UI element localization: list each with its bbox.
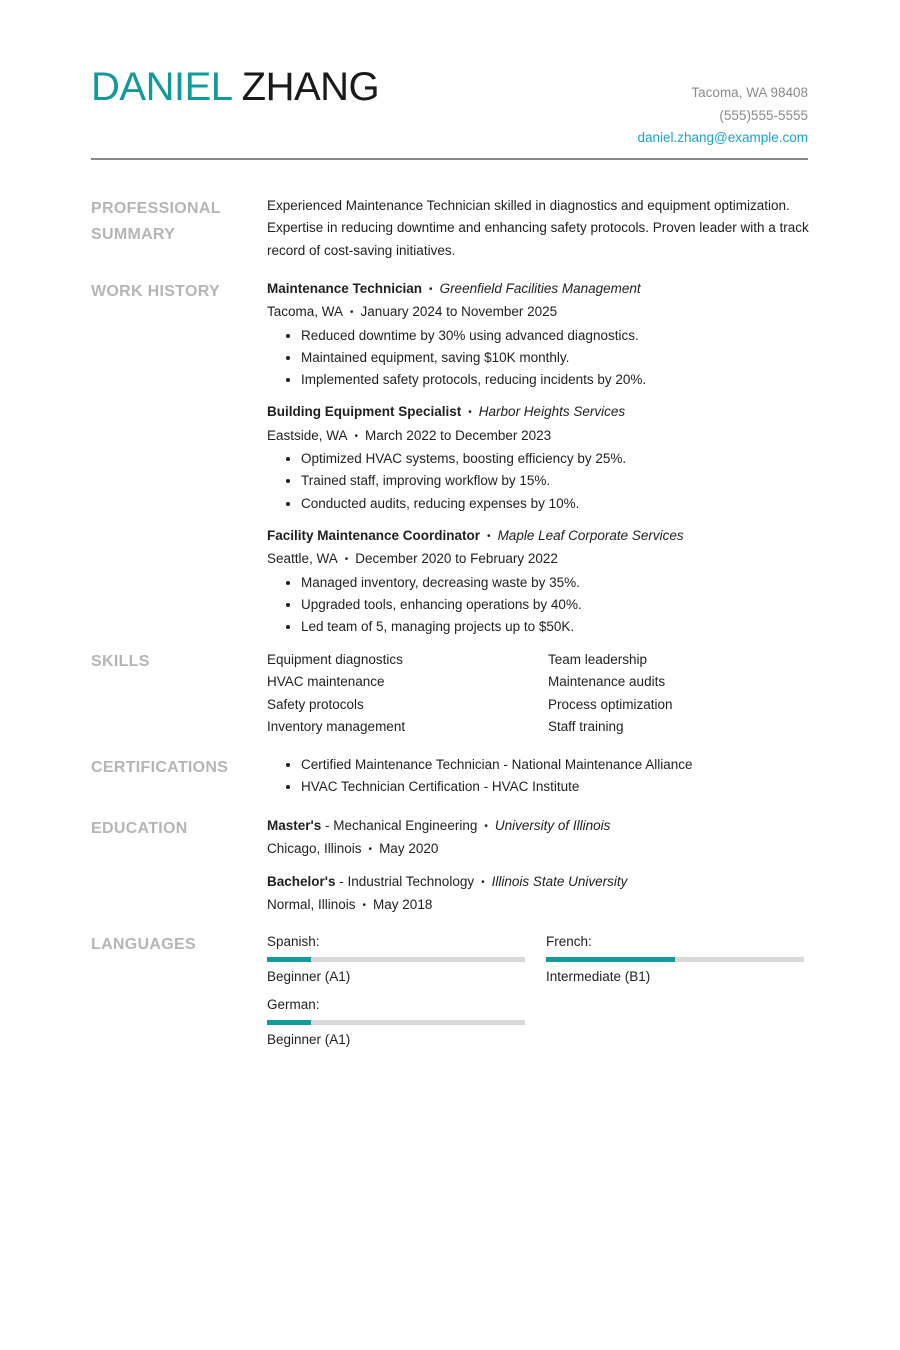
education-date: May 2018 (373, 896, 433, 912)
language-level: Intermediate (B1) (546, 969, 651, 984)
job-entry (267, 525, 812, 638)
language-level: Beginner (A1) (267, 969, 351, 984)
language-level: Beginner (A1) (267, 1032, 351, 1047)
language-name: German: (267, 997, 320, 1012)
job-header (267, 525, 812, 548)
education-degree: Master's (267, 818, 322, 833)
separator-dot: • (362, 899, 367, 911)
education-field: - Industrial Technology (335, 873, 475, 889)
education-header (267, 815, 812, 838)
summary-title-line1: PROFESSIONAL (91, 200, 221, 217)
first-name: DANIEL (91, 65, 232, 109)
education-entry (267, 871, 812, 918)
separator-dot: • (481, 876, 485, 888)
job-bullet: • Led team of 5, managing projects up to $50K. (301, 616, 812, 638)
job-title: Building Equipment Specialist (267, 404, 462, 420)
summary-title-line2: SUMMARY (91, 226, 176, 243)
skill-item: Maintenance audits (548, 674, 666, 690)
skill-item: Staff training (548, 718, 624, 734)
certifications-section (267, 754, 812, 799)
job-meta (267, 425, 812, 448)
section-title-languages: LANGUAGES (91, 936, 196, 953)
job-company: Greenfield Facilities Management (439, 281, 641, 296)
education-header (267, 871, 812, 894)
education-degree: Bachelor's (267, 873, 336, 889)
skill-item: Safety protocols (267, 696, 364, 712)
job-bullet: • Implemented safety protocols, reducing incidents by 20%. (301, 369, 812, 391)
last-name: ZHANG (241, 65, 380, 109)
job-header (267, 278, 812, 301)
separator-dot: • (350, 307, 354, 319)
section-title-education: EDUCATION (91, 820, 188, 837)
education-meta (267, 894, 812, 917)
skill-item: Team leadership (548, 652, 648, 667)
separator-dot: • (487, 530, 491, 542)
work-history-section (267, 278, 812, 648)
education-field: - Mechanical Engineering (321, 818, 478, 833)
education-entry (267, 815, 812, 862)
job-dates: January 2024 to November 2025 (360, 304, 558, 320)
job-dates: December 2020 to February 2022 (355, 551, 558, 567)
job-company: Maple Leaf Corporate Services (497, 527, 684, 543)
skill-item: HVAC maintenance (267, 674, 385, 690)
separator-dot: • (429, 284, 433, 295)
section-title-skills: SKILLS (91, 653, 150, 670)
education-date: May 2020 (379, 841, 439, 857)
section-title-work-history: WORK HISTORY (91, 283, 220, 300)
language-entry (267, 931, 546, 988)
job-bullet: • Reduced downtime by 30% using advanced diagnostics. (301, 325, 812, 347)
job-company: Harbor Heights Services (478, 404, 626, 420)
job-bullet: • Conducted audits, reducing expenses by 10%. (301, 493, 812, 515)
language-entry (267, 994, 546, 1051)
skill-item: Process optimization (548, 696, 673, 712)
language-proficiency-bar (546, 957, 804, 962)
certification-list (267, 754, 812, 799)
language-proficiency-fill (546, 957, 675, 962)
job-title: Maintenance Technician (267, 281, 423, 296)
job-entry (267, 278, 812, 391)
education-school: University of Illinois (494, 818, 611, 833)
candidate-name (91, 64, 379, 110)
job-bullets (267, 325, 812, 392)
language-proficiency-fill (267, 1020, 311, 1025)
summary-text: Experienced Maintenance Technician skilled in diagnostics and equipment optimization. Expertise in reducing downtime and enhancing safety protocols. Proven leader with a track record of cost-saving initiatives. (267, 198, 809, 258)
language-entry (546, 931, 808, 988)
contact-phone: (555)555-5555 (719, 107, 808, 123)
skills-section (267, 649, 812, 738)
job-dates: March 2022 to December 2023 (365, 427, 552, 443)
skill-item: Equipment diagnostics (267, 652, 403, 667)
job-bullet: • Managed inventory, decreasing waste by 35%. (301, 572, 812, 594)
job-bullet: • Trained staff, improving workflow by 15%. (301, 470, 812, 492)
language-name: Spanish: (267, 934, 320, 949)
job-title: Facility Maintenance Coordinator (267, 527, 481, 543)
certification-item: • HVAC Technician Certification - HVAC Institute (301, 776, 812, 798)
job-meta (267, 548, 812, 571)
separator-dot: • (468, 407, 472, 419)
job-entry (267, 401, 812, 514)
summary-section (267, 195, 812, 262)
contact-location: Tacoma, WA 98408 (691, 85, 808, 100)
skill-item: Inventory management (267, 718, 406, 734)
job-bullet: • Optimized HVAC systems, boosting efficiency by 25%. (301, 448, 812, 470)
contact-email-link[interactable]: daniel.zhang@example.com (637, 130, 808, 145)
education-school: Illinois State University (491, 873, 628, 889)
job-location: Tacoma, WA (267, 304, 344, 320)
job-meta (267, 301, 812, 324)
job-bullet: • Maintained equipment, saving $10K monthly. (301, 347, 812, 369)
education-meta (267, 838, 812, 861)
separator-dot: • (354, 430, 359, 442)
language-proficiency-bar (267, 957, 525, 962)
separator-dot: • (484, 821, 488, 832)
job-bullets (267, 448, 812, 515)
contact-info (637, 82, 808, 150)
language-proficiency-bar (267, 1020, 525, 1025)
job-header (267, 401, 812, 424)
job-bullet: • Upgraded tools, enhancing operations by 40%. (301, 594, 812, 616)
section-title-summary (91, 196, 251, 248)
job-location: Seattle, WA (267, 551, 338, 567)
header-divider (91, 158, 808, 160)
separator-dot: • (368, 844, 373, 856)
job-location: Eastside, WA (267, 427, 348, 443)
languages-section (267, 931, 812, 1051)
separator-dot: • (344, 554, 349, 566)
education-location: Chicago, Illinois (267, 841, 362, 857)
certification-item: • Certified Maintenance Technician - National Maintenance Alliance (301, 754, 812, 776)
section-title-certifications: CERTIFICATIONS (91, 759, 229, 776)
language-name: French: (546, 934, 592, 949)
language-proficiency-fill (267, 957, 311, 962)
education-section (267, 815, 812, 926)
job-bullets (267, 572, 812, 639)
education-location: Normal, Illinois (267, 896, 356, 912)
